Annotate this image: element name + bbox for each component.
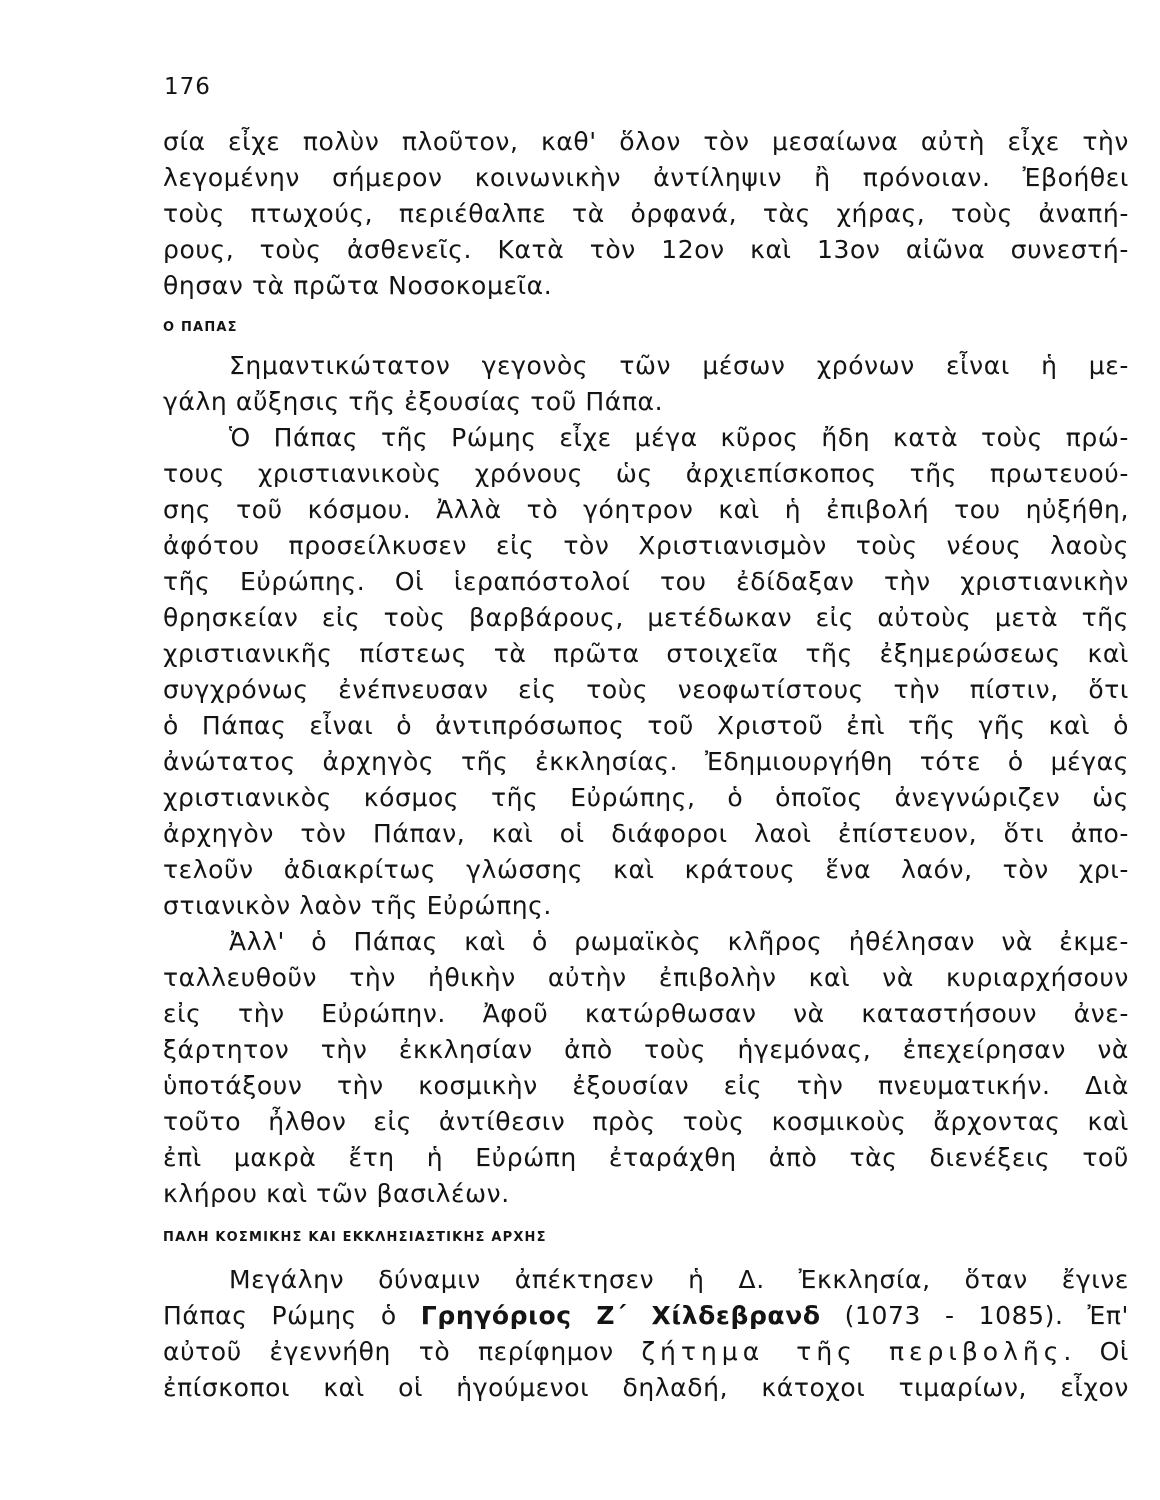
paragraph-gregory	[163, 1262, 1129, 1406]
text-line: ὁ Πάπας εἶναι ὁ ἀντιπρόσωπος τοῦ Χριστοῦ ἐπὶ τῆς γῆς καὶ ὁ	[163, 711, 1129, 740]
text-line: τῆς Εὐρώπης. Οἱ ἱεραπόστολοί του ἐδίδαξαν τὴν χριστιανικὴν	[163, 567, 1129, 596]
text-line: στιανικὸν λαὸν τῆς Εὐρώπης.	[163, 891, 552, 920]
text-line: σης τοῦ κόσμου. Ἀλλὰ τὸ γόητρον καὶ ἡ ἐπιβολή του ηὐξήθη,	[163, 495, 1129, 524]
text-line: χριστιανικὸς κόσμος τῆς Εὐρώπης, ὁ ὁποῖος ἀνεγνώριζεν ὡς	[163, 783, 1129, 812]
text-line: ταλλευθοῦν τὴν ἠθικὴν αὐτὴν ἐπιβολὴν καὶ νὰ κυριαρχήσουν	[163, 963, 1129, 992]
text-line: ἀρχηγὸν τὸν Πάπαν, καὶ οἱ διάφοροι λαοὶ ἐπίστευον, ὅτι ἀπο-	[163, 819, 1129, 848]
paragraph-clergy-ambition	[163, 924, 1129, 1212]
text-line: ξάρτητον τὴν ἐκκλησίαν ἀπὸ τοὺς ἡγεμόνας, ἐπεχείρησαν νὰ	[163, 1035, 1129, 1064]
text-line: ἀνώτατος ἀρχηγὸς τῆς ἐκκλησίας. Ἐδημιουργήθη τότε ὁ μέγας	[163, 747, 1129, 776]
text-line: σία εἶχε πολὺν πλοῦτον, καθ' ὅλον τὸν μεσαίωνα αὐτὴ εἶχε τὴν	[163, 127, 1129, 156]
text-line: Μεγάλην δύναμιν ἀπέκτησεν ἡ Δ. Ἐκκλησία, ὅταν ἔγινε	[229, 1265, 1129, 1294]
text-line: τοὺς πτωχούς, περιέθαλπε τὰ ὀρφανά, τὰς χήρας, τοὺς ἀναπή-	[163, 199, 1129, 228]
text-line: χριστιανικῆς πίστεως τὰ πρῶτα στοιχεῖα τῆς ἐξημερώσεως καὶ	[163, 639, 1129, 668]
text-fragment: αὐτοῦ ἐγεννήθη τὸ περίφημον	[163, 1337, 642, 1366]
investiture-term: ζήτημα τῆς περιβολῆς	[641, 1337, 1064, 1366]
text-fragment: Πάπας Ρώμης ὁ	[163, 1301, 421, 1330]
text-line: τοῦτο ἦλθον εἰς ἀντίθεσιν πρὸς τοὺς κοσμικοὺς ἄρχοντας καὶ	[163, 1107, 1129, 1136]
text-line: τους χριστιανικοὺς χρόνους ὡς ἀρχιεπίσκοπος τῆς πρωτευού-	[163, 459, 1129, 488]
text-line: ρους, τοὺς ἀσθενεῖς. Κατὰ τὸν 12ον καὶ 13ον αἰῶνα συνεστή-	[163, 235, 1129, 264]
text-line: εἰς τὴν Εὐρώπην. Ἀφοῦ κατώρθωσαν νὰ καταστήσουν ἀνε-	[163, 999, 1129, 1028]
section-heading-pope: Ο ΠΑΠΑΣ	[163, 320, 238, 335]
text-fragment: . Οἱ	[1063, 1337, 1129, 1366]
text-line: θρησκείαν εἰς τοὺς βαρβάρους, μετέδωκαν εἰς αὐτοὺς μετὰ τῆς	[163, 603, 1129, 632]
text-column	[163, 124, 1129, 1406]
text-line: κλήρου καὶ τῶν βασιλέων.	[163, 1179, 510, 1208]
text-line: ἀφότου προσείλκυσεν εἰς τὸν Χριστιανισμὸν τοὺς νέους λαοὺς	[163, 531, 1129, 560]
paragraph-pope-power	[163, 348, 1129, 420]
text-line: συγχρόνως ἐνέπνευσαν εἰς τοὺς νεοφωτίστους τὴν πίστιν, ὅτι	[163, 675, 1129, 704]
paragraph-pope-prestige	[163, 420, 1129, 924]
pope-name: Γρηγόριος Ζ΄ Χίλδεβρανδ	[420, 1301, 821, 1330]
paragraph-charity	[163, 124, 1129, 304]
text-line: Ἀλλ' ὁ Πάπας καὶ ὁ ρωμαϊκὸς κλῆρος ἠθέλησαν νὰ ἐκμε-	[229, 927, 1129, 956]
text-line	[163, 1298, 1129, 1334]
text-line: ἐπὶ μακρὰ ἔτη ἡ Εὐρώπη ἐταράχθη ἀπὸ τὰς διενέξεις τοῦ	[163, 1143, 1129, 1172]
text-line: Σημαντικώτατον γεγονὸς τῶν μέσων χρόνων εἶναι ἡ με-	[229, 351, 1129, 380]
text-line: λεγομένην σήμερον κοινωνικὴν ἀντίληψιν ἢ πρόνοιαν. Ἐβοήθει	[163, 163, 1129, 192]
text-line: τελοῦν ἀδιακρίτως γλώσσης καὶ κράτους ἕνα λαόν, τὸν χρι-	[163, 855, 1129, 884]
text-line: ὑποτάξουν τὴν κοσμικὴν ἐξουσίαν εἰς τὴν πνευματικήν. Διὰ	[163, 1071, 1129, 1100]
text-line	[163, 1334, 1129, 1370]
text-line: Ὁ Πάπας τῆς Ρώμης εἶχε μέγα κῦρος ἤδη κατὰ τοὺς πρώ-	[229, 423, 1129, 452]
page-number: 176	[164, 74, 211, 100]
text-fragment: (1073 - 1085). Ἐπ'	[820, 1301, 1130, 1330]
text-line: θησαν τὰ πρῶτα Νοσοκομεῖα.	[163, 271, 553, 300]
section-heading-struggle: ΠΑΛΗ ΚΟΣΜΙΚΗΣ ΚΑΙ ΕΚΚΛΗΣΙΑΣΤΙΚΗΣ ΑΡΧΗΣ	[163, 1230, 547, 1245]
text-line: γάλη αὔξησις τῆς ἐξουσίας τοῦ Πάπα.	[163, 387, 664, 416]
text-line: ἐπίσκοποι καὶ οἱ ἡγούμενοι δηλαδή, κάτοχοι τιμαρίων, εἶχον	[163, 1373, 1129, 1402]
